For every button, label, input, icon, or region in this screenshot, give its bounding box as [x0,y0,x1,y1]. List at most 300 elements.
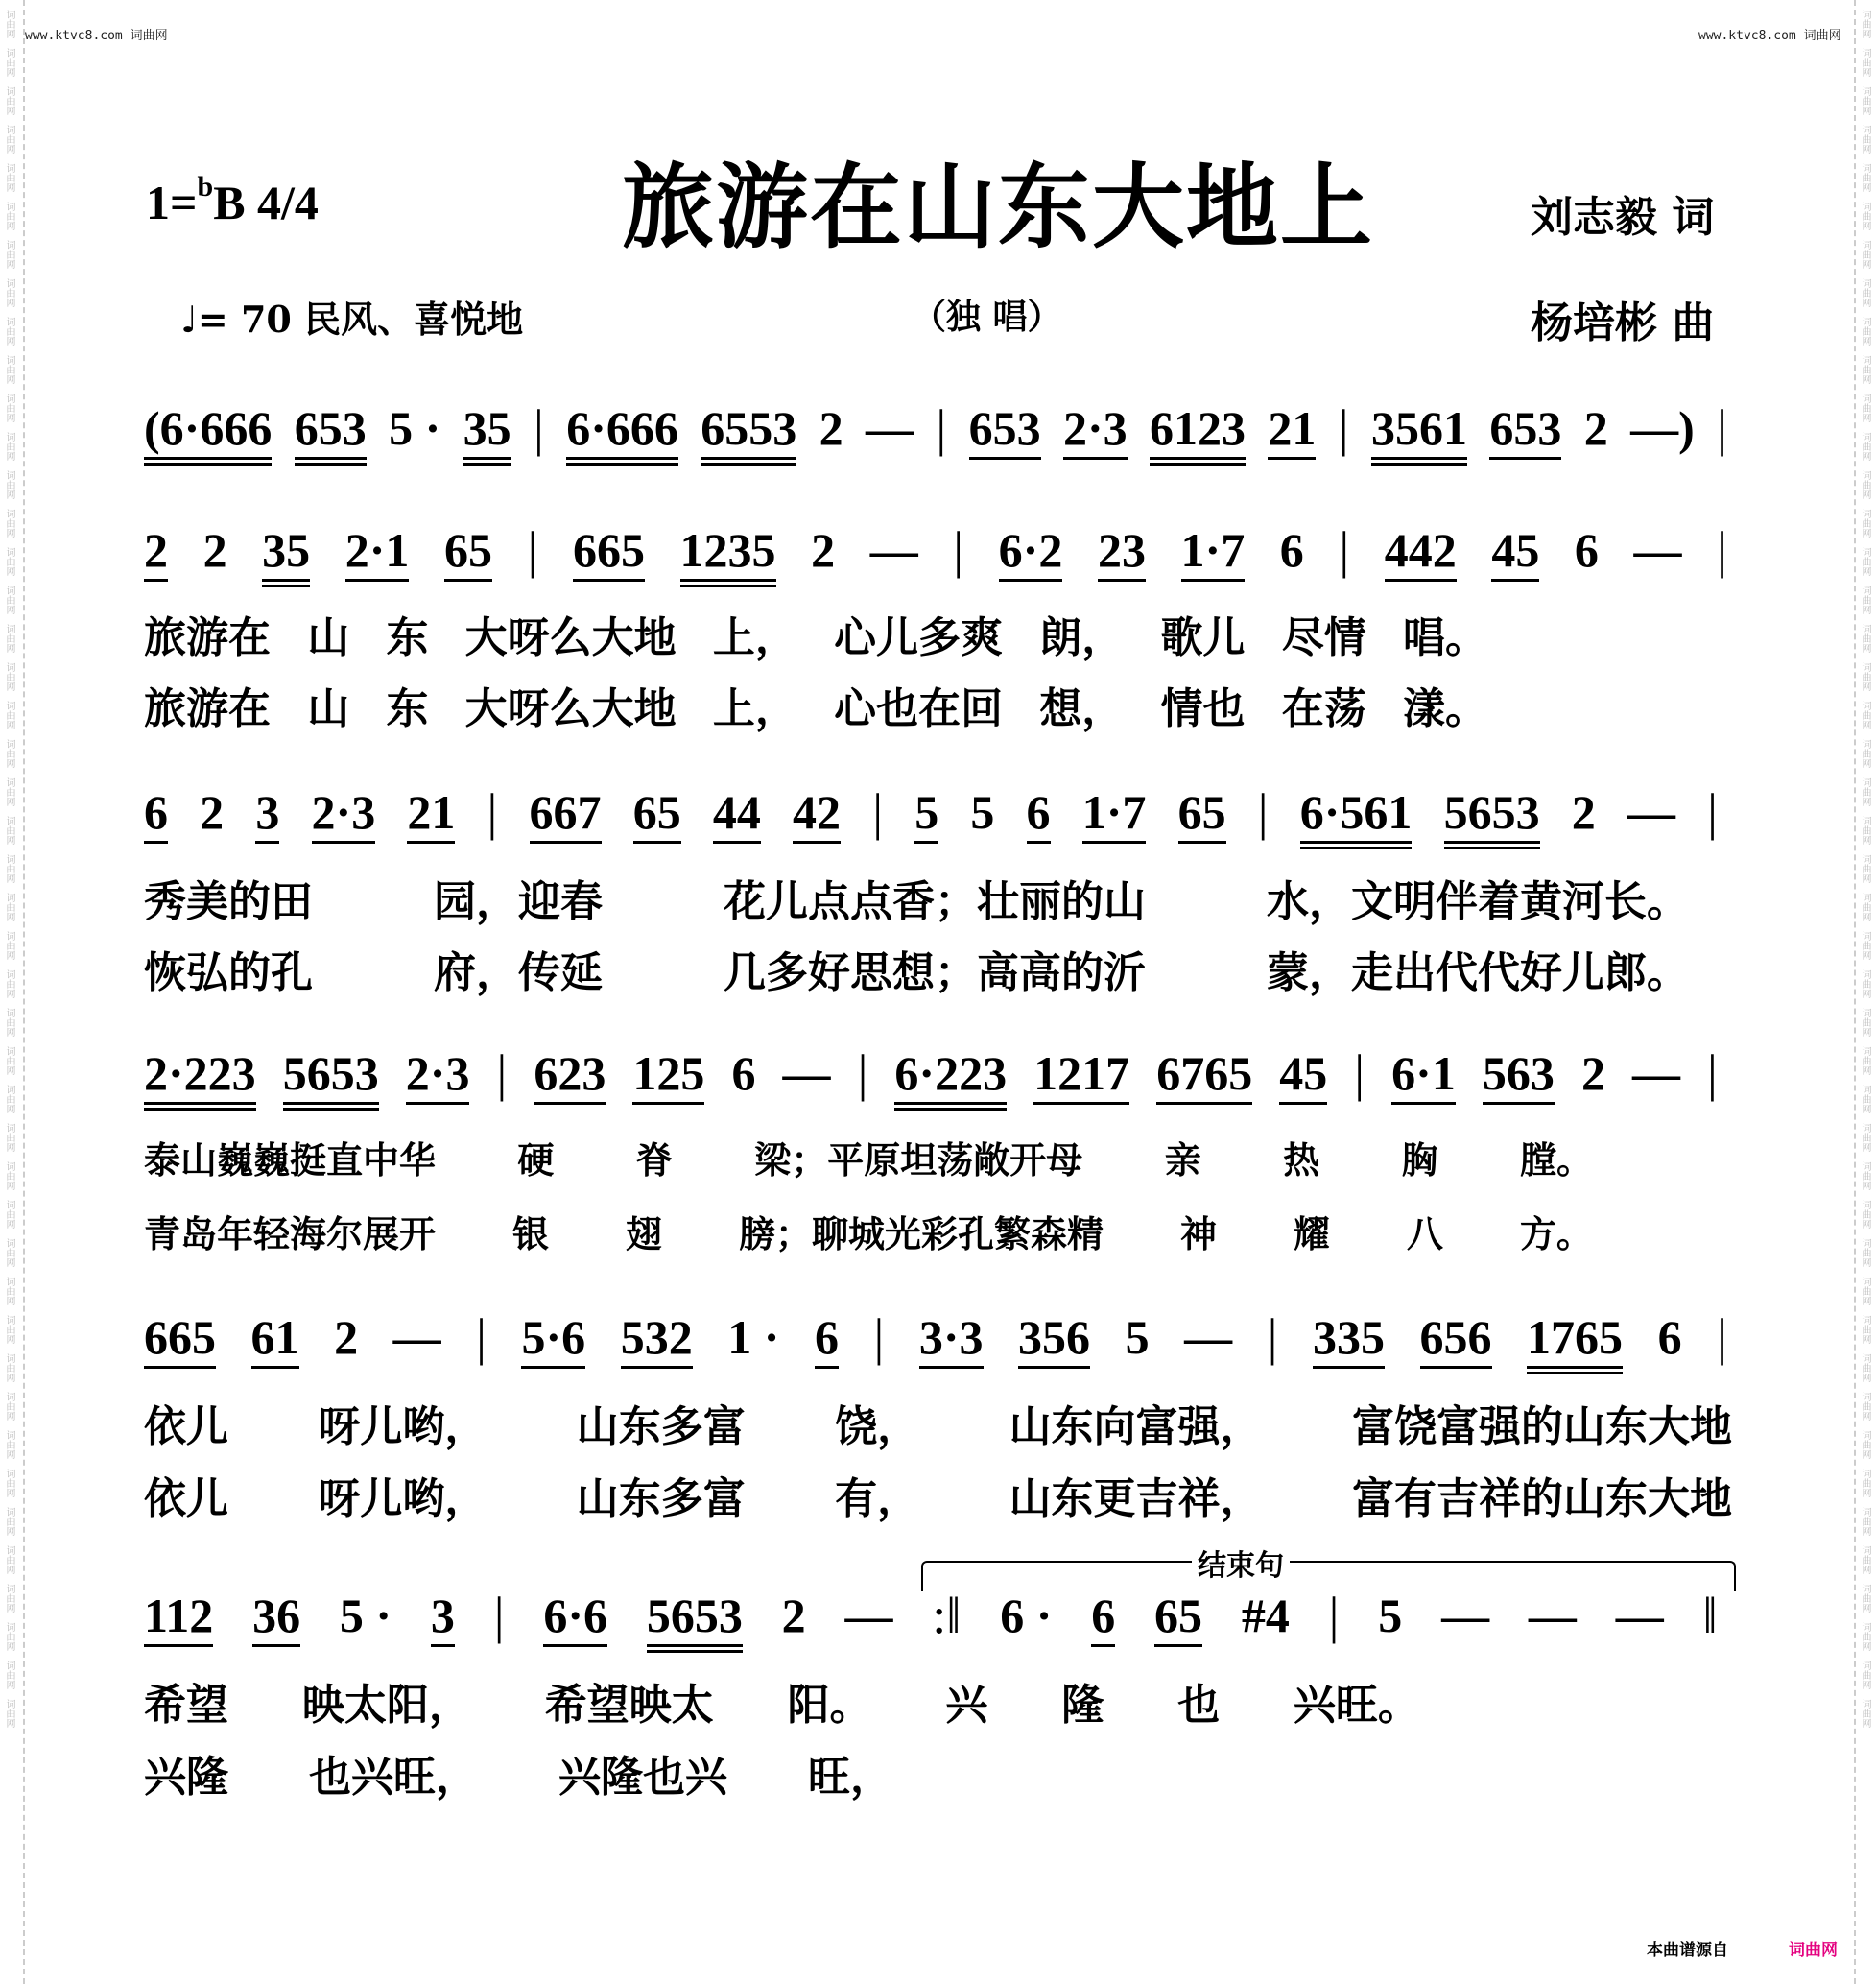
note-group: 563 [1483,1046,1555,1113]
edge-watermark-text: 词曲网 [4,125,14,154]
site-watermark-left: www.ktvc8.com 词曲网 [25,29,168,43]
note-group: 6 [1027,785,1051,852]
notation-line [144,523,1727,590]
lyric-segment: 心儿多爽 [834,613,1004,662]
lyric-segment: 情也 [1160,684,1246,733]
note-group: 35 [463,401,511,468]
note-group: 442 [1385,523,1457,590]
barline: | [496,1044,508,1102]
note-group: 5653 [283,1046,379,1113]
note-group: 2 [200,785,225,839]
note-group: — [1627,785,1675,839]
note-group: 45 [1491,523,1539,590]
edge-watermark-text: 词曲网 [1860,1430,1870,1459]
lyric-segment: 隆 [1061,1681,1104,1730]
edge-watermark-text: 词曲网 [4,931,14,960]
edge-watermark-text: 词曲网 [1860,1584,1870,1613]
edge-watermark-text: 词曲网 [4,240,14,269]
lyric-segment: 园，迎春 [434,877,603,926]
note-group: 6553 [701,401,796,468]
edge-watermark-text: 词曲网 [1860,1238,1870,1267]
lyric-segment: 山东更吉祥， [1009,1474,1263,1523]
edge-watermark-text: 词曲网 [1860,586,1870,614]
note-group: 1 · [727,1310,780,1364]
edge-watermark-text: 词曲网 [1860,1661,1870,1689]
note-group: 65 [1178,785,1226,852]
ending-label: 结束句 [1192,1542,1290,1584]
edge-watermark-text: 词曲网 [1860,202,1870,230]
note-group: 2 [334,1310,359,1364]
note-group: —) [1630,401,1695,455]
edge-watermark-text: 词曲网 [1860,1161,1870,1190]
footer-source: 本曲谱源自 [1647,1941,1728,1960]
right-dashed-border [1854,0,1856,1984]
lyricist: 刘志毅 词 [1531,193,1715,242]
note-group: 653 [969,401,1041,468]
site-watermark-right: www.ktvc8.com 词曲网 [1698,29,1841,43]
lyric-segment: 银 [511,1212,549,1255]
edge-watermark-text: 词曲网 [1860,931,1870,960]
edge-watermark-text: 词曲网 [4,1353,14,1382]
footer-site-link[interactable]: 词曲网 [1789,1941,1838,1960]
note-group: 2·3 [406,1046,470,1113]
note-group: 35 [262,523,310,590]
note-group: — [1633,523,1682,577]
lyric-segment: 山东多富 [576,1474,746,1523]
note-group: 3 [431,1589,455,1656]
note-group: 656 [1420,1310,1492,1377]
lyric-segment: 山 [307,684,350,733]
note-group: 6765 [1156,1046,1252,1113]
lyric-line-verse-1 [144,867,1689,928]
note-group: 6 [144,785,168,852]
lyric-segment: 漾。 [1402,684,1487,733]
note-group: 6·1 [1391,1046,1456,1113]
edge-watermark-text: 词曲网 [4,1046,14,1075]
note-group: 2·1 [345,523,410,590]
note-group: — [869,523,918,577]
edge-watermark-text: 词曲网 [1860,701,1870,729]
lyric-segment: 尽情 [1281,613,1366,662]
barline: | [493,1587,505,1644]
note-group: 2 [1583,401,1608,455]
barline: | [1328,1587,1340,1644]
note-group: 2 [1580,1046,1605,1100]
edge-watermark-text: 词曲网 [1860,1046,1870,1075]
note-group: 5 [1378,1589,1403,1642]
lyric-segment: 希望 [144,1681,228,1730]
barline: | [953,521,964,579]
lyric-segment: 脊 [635,1138,673,1182]
barline: | [487,783,498,841]
edge-watermark-text: 词曲网 [4,1238,14,1267]
note-group: — [866,401,914,455]
left-dashed-border [23,0,25,1984]
lyric-segment: 膀；聊城光彩孔繁森精 [738,1212,1104,1255]
edge-watermark-text: 词曲网 [4,202,14,230]
lyric-segment: 兴 [945,1681,988,1730]
edge-watermark-text: 词曲网 [4,509,14,538]
edge-watermark-text: 词曲网 [1860,317,1870,346]
note-group: #4 [1241,1589,1290,1642]
lyric-segment: 旅游在 [144,613,271,662]
edge-watermark-text: 词曲网 [1860,1507,1870,1536]
note-group: 1765 [1527,1310,1623,1377]
edge-watermark-text: 词曲网 [4,1507,14,1536]
lyric-segment: 有， [835,1474,920,1523]
edge-watermark-text: 词曲网 [4,701,14,729]
note-group: 23 [1098,523,1146,590]
barline: | [1338,399,1349,457]
note-group: 3 [255,785,279,852]
lyric-segment: 硬 [517,1138,555,1182]
lyric-segment: 歌儿 [1160,613,1246,662]
edge-watermark-text: 词曲网 [4,1008,14,1037]
lyric-segment: 青岛年轻海尔展开 [144,1212,437,1255]
lyric-segment: 八 [1406,1212,1443,1255]
ending-bracket [921,1549,1736,1591]
lyric-segment: 兴旺。 [1293,1681,1420,1730]
edge-watermark-text: 词曲网 [4,547,14,576]
edge-watermark-text: 词曲网 [4,1392,14,1421]
note-group: 65 [1154,1589,1202,1656]
edge-watermark-text: 词曲网 [4,969,14,998]
edge-watermark-text: 词曲网 [4,777,14,806]
lyric-segment: 翅 [625,1212,662,1255]
edge-watermark-text: 词曲网 [4,1200,14,1229]
note-group: 6 [731,1046,756,1100]
lyric-segment: 富饶富强的山东大地 [1351,1402,1732,1451]
lyric-segment: 富有吉祥的山东大地 [1351,1474,1732,1523]
note-group: 3561 [1371,401,1467,468]
note-group: — [782,1046,831,1100]
edge-watermark-text: 词曲网 [1860,48,1870,77]
note-group: 65 [633,785,681,852]
edge-watermark-text: 词曲网 [1860,1008,1870,1037]
lyric-segment: 唱。 [1402,613,1487,662]
edge-watermark-text: 词曲网 [1860,509,1870,538]
barline: | [534,399,544,457]
notation-line [144,401,1727,468]
note-group: 2 [819,401,843,455]
edge-watermark-text: 词曲网 [4,1161,14,1190]
note-group: 6 [1574,523,1599,577]
edge-watermark-text: 词曲网 [4,1661,14,1689]
note-group: 2·223 [144,1046,256,1113]
edge-watermark-text: 词曲网 [4,394,14,422]
lyric-segment: 心也在回 [834,684,1004,733]
lyric-segment: 花儿点点香；壮丽的山 [724,877,1146,926]
lyric-segment: 在荡 [1281,684,1366,733]
barline: | [1707,783,1718,841]
lyric-segment: 也兴旺， [309,1753,478,1802]
edge-watermark-text: 词曲网 [1860,355,1870,384]
lyric-line-verse-1 [144,603,1487,664]
note-group: 6 [1657,1310,1682,1364]
barline: | [1717,1308,1727,1366]
barline: | [936,399,947,457]
note-group: (6·666 [144,401,272,468]
note-group: 1·7 [1181,523,1246,590]
edge-watermark-text: 词曲网 [4,1699,14,1728]
edge-watermark-text: 词曲网 [1860,1200,1870,1229]
lyric-segment: 饶， [835,1402,920,1451]
lyric-segment: 耀 [1293,1212,1330,1255]
key-signature: 1=$^b$B 4/4 [146,171,319,229]
edge-watermark-text: 词曲网 [1860,1123,1870,1152]
lyric-segment: 东 [386,613,429,662]
edge-watermark-text: 词曲网 [4,86,14,115]
barline: | [476,1308,487,1366]
edge-watermark-text: 词曲网 [4,893,14,921]
note-group: 65 [444,523,492,590]
note-group: 2 [202,523,227,577]
edge-watermark-text: 词曲网 [4,1469,14,1497]
lyric-segment: 水，文明伴着黄河长。 [1267,877,1689,926]
edge-watermark-text: 词曲网 [1860,278,1870,307]
edge-watermark-text: 词曲网 [4,163,14,192]
edge-watermark-text: 词曲网 [4,1622,14,1651]
edge-watermark-text: 词曲网 [1860,163,1870,192]
lyric-segment: 兴隆也兴 [558,1753,727,1802]
note-group: 6·561 [1300,785,1413,852]
note-group: 6 · [1000,1589,1053,1642]
lyric-segment: 几多好思想；高高的沂 [724,948,1146,997]
lyric-line-verse-2 [144,938,1689,999]
edge-watermark-text: 词曲网 [4,317,14,346]
barline: | [1717,521,1727,579]
note-group: 1217 [1033,1046,1129,1113]
note-group: 2·3 [312,785,376,852]
note-group: 6 [1279,523,1304,577]
edge-watermark-text: 词曲网 [1860,547,1870,576]
note-group: — [1441,1589,1490,1642]
edge-watermark-text: 词曲网 [1860,1545,1870,1574]
note-group: 1·7 [1082,785,1147,852]
lyric-segment: 膛。 [1519,1138,1593,1182]
edge-watermark-text: 词曲网 [1860,1353,1870,1382]
note-group: 21 [407,785,455,852]
edge-watermark-text: 词曲网 [1860,893,1870,921]
song-title: 旅游在山东大地上 [622,153,1374,261]
edge-watermark-text: 词曲网 [4,662,14,691]
barline: | [872,783,884,841]
edge-watermark-text: 词曲网 [1860,240,1870,269]
note-group: 6·6 [543,1589,607,1656]
note-group: 5·6 [521,1310,585,1377]
lyric-line-verse-2 [144,1464,1732,1525]
barline: | [527,521,538,579]
lyric-segment: 方。 [1519,1212,1593,1255]
edge-watermark-text: 词曲网 [4,278,14,307]
edge-watermark-text: 词曲网 [1860,1277,1870,1305]
note-group: 653 [295,401,367,468]
note-group: 667 [530,785,602,852]
edge-watermark-text: 词曲网 [4,1123,14,1152]
tempo-marking: ♩= 70 民风、喜悦地 [180,298,524,341]
edge-watermark-text: 词曲网 [1860,739,1870,768]
lyric-line-verse-2 [144,1205,1593,1257]
edge-watermark-text: 词曲网 [4,1430,14,1459]
lyric-segment: 映太阳， [301,1681,471,1730]
edge-watermark-text: 词曲网 [4,10,14,38]
edge-watermark-text: 词曲网 [4,355,14,384]
note-group: 45 [1279,1046,1327,1113]
note-group: 653 [1489,401,1561,468]
note-group: 5653 [1444,785,1540,852]
lyric-segment: 山 [307,613,350,662]
barline: :‖ [932,1587,962,1644]
note-group: 6123 [1150,401,1246,468]
lyric-line-verse-1 [144,1392,1732,1453]
notation-line [144,785,1718,852]
lyric-segment: 呀儿哟， [318,1474,487,1523]
lyric-segment: 府，传延 [434,948,603,997]
edge-watermark-text: 词曲网 [4,470,14,499]
lyric-segment: 山东向富强， [1009,1402,1263,1451]
note-group: 623 [534,1046,606,1113]
lyric-segment: 蒙，走出代代好儿郎。 [1267,948,1689,997]
barline: | [1717,399,1727,457]
composer: 杨培彬 曲 [1531,299,1715,347]
lyric-segment: 朗， [1039,613,1125,662]
edge-watermark-text: 词曲网 [1860,1085,1870,1113]
note-group: — [1631,1046,1680,1100]
edge-watermark-text: 词曲网 [1860,777,1870,806]
note-group: 5 [914,785,938,852]
lyric-line-verse-2 [144,674,1487,735]
note-group: 665 [573,523,645,590]
lyric-segment: 也 [1177,1681,1221,1730]
edge-watermark-left [3,10,16,1737]
edge-watermark-text: 词曲网 [4,1085,14,1113]
note-group: 61 [251,1310,299,1377]
barline: | [1339,521,1350,579]
edge-watermark-text: 词曲网 [1860,1392,1870,1421]
lyric-segment: 依儿 [144,1474,228,1523]
lyric-segment: 旅游在 [144,684,271,733]
edge-watermark-text: 词曲网 [4,1315,14,1344]
lyric-segment: 大呀么大地 [464,684,677,733]
lyric-segment: 秀美的田 [144,877,313,926]
edge-watermark-text: 词曲网 [4,586,14,614]
note-group: 5 · [339,1589,392,1642]
lyric-segment: 上， [712,613,797,662]
note-group: 5 [1125,1310,1150,1364]
edge-watermark-text: 词曲网 [1860,1622,1870,1651]
lyric-segment: 梁；平原坦荡敞开母 [754,1138,1083,1182]
note-group: 532 [621,1310,693,1377]
note-group: — [1528,1589,1577,1642]
notation-line [144,1589,1718,1656]
edge-watermark-text: 词曲网 [1860,432,1870,461]
note-group: 6·223 [894,1046,1007,1113]
lyric-segment: 旺， [808,1753,892,1802]
note-group: 44 [713,785,761,852]
note-group: 3·3 [919,1310,984,1377]
lyric-segment: 胸 [1401,1138,1438,1182]
lyric-segment: 希望映太 [544,1681,714,1730]
edge-watermark-text: 词曲网 [1860,969,1870,998]
edge-watermark-text: 词曲网 [4,816,14,845]
barline: | [1257,783,1269,841]
note-group: 2 [781,1589,806,1642]
barline: | [857,1044,868,1102]
note-group: 665 [144,1310,216,1377]
barline: ‖ [1702,1587,1718,1644]
lyric-segment: 兴隆 [144,1753,228,1802]
note-group: 21 [1268,401,1316,468]
edge-watermark-text: 词曲网 [1860,86,1870,115]
edge-watermark-text: 词曲网 [4,1277,14,1305]
note-group: 335 [1313,1310,1385,1377]
lyric-segment: 上， [712,684,797,733]
note-group: 1235 [680,523,776,590]
note-group: 36 [252,1589,300,1656]
barline: | [1707,1044,1718,1102]
lyric-segment: 亲 [1164,1138,1201,1182]
edge-watermark-text: 词曲网 [4,1545,14,1574]
note-group: 6·2 [999,523,1063,590]
note-group: — [1184,1310,1233,1364]
lyric-line-verse-2 [144,1742,892,1804]
edge-watermark-text: 词曲网 [4,739,14,768]
note-group: 356 [1018,1310,1090,1377]
notation-line [144,1046,1718,1113]
lyric-segment: 大呀么大地 [464,613,677,662]
note-group: 6 [1091,1589,1115,1656]
barline: | [1354,1044,1365,1102]
note-group: 5 · [389,401,441,455]
lyric-line-verse-1 [144,1670,1420,1732]
edge-watermark-text: 词曲网 [1860,816,1870,845]
lyric-segment: 神 [1179,1212,1217,1255]
note-group: 2 [1571,785,1596,839]
lyric-segment: 泰山巍巍挺直中华 [144,1138,437,1182]
note-group: 2 [811,523,836,577]
lyric-segment: 阳。 [787,1681,872,1730]
note-group: 6·666 [566,401,678,468]
note-group: 6 [815,1310,839,1377]
lyric-segment: 依儿 [144,1402,228,1451]
edge-watermark-text: 词曲网 [1860,125,1870,154]
note-group: 2·3 [1063,401,1128,468]
note-group: — [1615,1589,1664,1642]
edge-watermark-text: 词曲网 [4,624,14,653]
edge-watermark-text: 词曲网 [1860,1699,1870,1728]
performance-note: （独 唱） [912,297,1062,337]
lyric-segment: 呀儿哟， [318,1402,487,1451]
edge-watermark-text: 词曲网 [1860,662,1870,691]
note-group: 2 [144,523,168,590]
edge-watermark-text: 词曲网 [1860,1315,1870,1344]
edge-watermark-right [1859,10,1872,1737]
barline: | [873,1308,885,1366]
note-group: 125 [632,1046,704,1113]
edge-watermark-text: 词曲网 [4,854,14,883]
note-group: 5653 [647,1589,743,1656]
note-group: 5 [970,785,995,839]
barline: | [1267,1308,1278,1366]
edge-watermark-text: 词曲网 [1860,10,1870,38]
notation-line [144,1310,1727,1377]
edge-watermark-text: 词曲网 [4,48,14,77]
lyric-segment: 想， [1039,684,1125,733]
edge-watermark-text: 词曲网 [1860,854,1870,883]
note-group: 42 [793,785,841,852]
edge-watermark-text: 词曲网 [1860,624,1870,653]
note-group: — [392,1310,441,1364]
